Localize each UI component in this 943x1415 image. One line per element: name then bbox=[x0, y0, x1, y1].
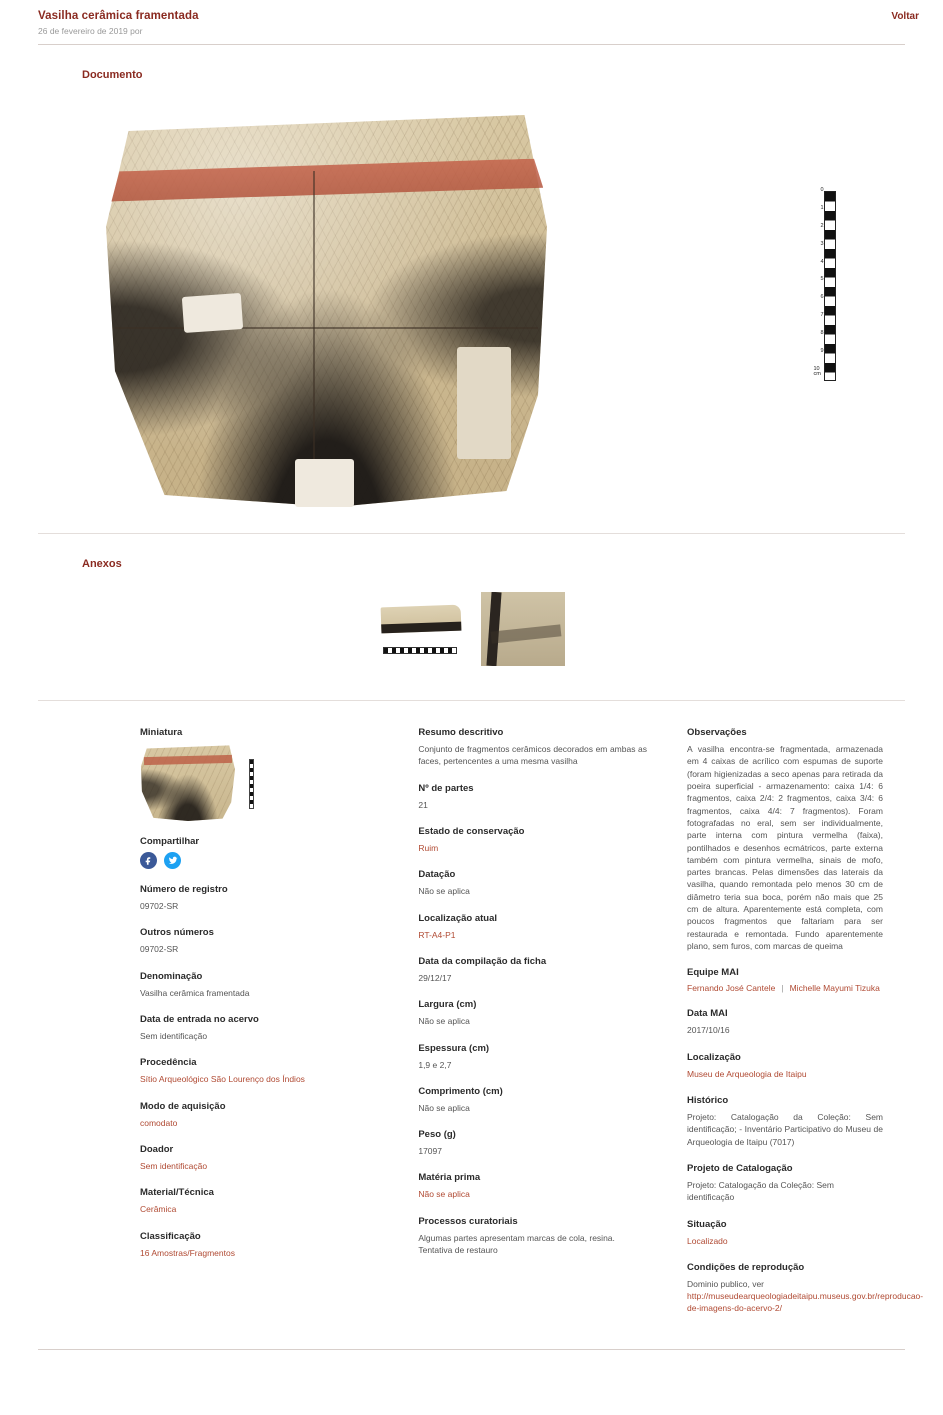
condicoes-reproducao-link[interactable]: http://museudearqueologiadeitaipu.museus.gov.br/reproducao-de-imagens-do-acervo-2/ bbox=[687, 1291, 924, 1314]
label-situacao: Situação bbox=[687, 1218, 727, 1230]
attachment-thumbnail-1[interactable] bbox=[379, 592, 463, 666]
value-classificacao[interactable]: 16 Amostras/Fragmentos bbox=[140, 1247, 235, 1258]
label-projeto-de-catalogacao: Projeto de Catalogação bbox=[687, 1162, 793, 1174]
value-procedencia[interactable]: Sítio Arqueológico São Lourenço dos Índios bbox=[140, 1074, 305, 1085]
vessel-patch-3 bbox=[457, 347, 511, 459]
label-classificacao: Classificação bbox=[140, 1230, 201, 1242]
documento-divider bbox=[38, 533, 905, 534]
vessel-patch-1 bbox=[181, 293, 242, 333]
label-compartilhar: Compartilhar bbox=[140, 836, 200, 847]
team-member[interactable]: Fernando José Cantele bbox=[687, 983, 776, 994]
value-historico: Projeto: Catalogação da Coleção: Sem identificação; - Inventário Participativo do Museu de Arqueologia de Itaipu (7017) bbox=[687, 1111, 883, 1147]
value-data-de-entrada-no-acervo: Sem identificação bbox=[140, 1030, 208, 1041]
value-outros-numeros: 09702-SR bbox=[140, 944, 179, 955]
label-modo-de-aquisicao: Modo de aquisição bbox=[140, 1100, 226, 1112]
label-outros-numeros: Outros números bbox=[140, 927, 214, 939]
value-doador[interactable]: Sem identificação bbox=[140, 1160, 208, 1171]
document-image[interactable] bbox=[92, 105, 852, 525]
share-buttons bbox=[140, 852, 378, 869]
metadata-column-left bbox=[140, 727, 378, 1315]
vessel-patch-2 bbox=[295, 459, 354, 507]
page-title: Vasilha cerâmica framentada bbox=[38, 10, 199, 22]
metadata-column-right bbox=[687, 727, 924, 1315]
value-largura: Não se aplica bbox=[418, 1016, 470, 1027]
team-separator: | bbox=[781, 983, 784, 994]
section-title-documento: Documento bbox=[82, 69, 143, 81]
label-processos-curatoriais: Processos curatoriais bbox=[418, 1215, 518, 1227]
label-denominacao: Denominação bbox=[140, 970, 203, 982]
label-data-de-entrada-no-acervo: Data de entrada no acervo bbox=[140, 1013, 259, 1025]
value-espessura: 1,9 e 2,7 bbox=[418, 1059, 452, 1070]
label-espessura: Espessura (cm) bbox=[418, 1042, 490, 1054]
value-comprimento: Não se aplica bbox=[418, 1102, 470, 1113]
footer-divider bbox=[38, 1349, 905, 1350]
scale-tick: 2 bbox=[820, 222, 824, 229]
value-projeto-de-catalogacao: Projeto: Catalogação da Coleção: Sem identificação bbox=[687, 1179, 834, 1203]
label-localizacao: Localização bbox=[687, 1051, 741, 1063]
label-materia-prima: Matéria prima bbox=[418, 1172, 481, 1184]
label-equipe-mai: Equipe MAI bbox=[687, 967, 739, 979]
value-datacao: Não se aplica bbox=[418, 886, 470, 897]
value-data-da-compilacao-da-ficha: 29/12/17 bbox=[418, 972, 452, 983]
scale-tick: 3 bbox=[820, 240, 824, 247]
label-historico: Histórico bbox=[687, 1094, 729, 1106]
label-numero-de-registro: Número de registro bbox=[140, 884, 228, 895]
value-resumo-descritivo: Conjunto de fragmentos cerâmicos decorados em ambas as faces, pertencentes a uma mesma vasilha bbox=[418, 744, 647, 767]
scale-tick: 4 bbox=[820, 258, 824, 265]
scale-tick: 10 cm bbox=[813, 365, 821, 378]
label-observacoes: Observações bbox=[687, 727, 747, 738]
facebook-icon[interactable] bbox=[140, 852, 157, 869]
metadata-columns bbox=[0, 701, 943, 1315]
value-situacao[interactable]: Localizado bbox=[687, 1235, 728, 1246]
value-condicoes-prefix: Dominio publico, ver bbox=[687, 1278, 765, 1289]
value-material-tecnica[interactable]: Cerâmica bbox=[140, 1204, 177, 1215]
vessel-crack-vertical bbox=[313, 171, 315, 507]
value-denominacao: Vasilha cerâmica framentada bbox=[140, 987, 250, 998]
scale-tick: 5 bbox=[820, 276, 824, 283]
label-datacao: Datação bbox=[418, 869, 456, 881]
miniature-dark-edges bbox=[140, 743, 236, 821]
scale-tick: 0 bbox=[820, 187, 824, 193]
attachment-1-sherd bbox=[380, 605, 461, 634]
label-no-de-partes: Nº de partes bbox=[418, 782, 474, 794]
label-data-mai: Data MAI bbox=[687, 1008, 728, 1020]
label-material-tecnica: Material/Técnica bbox=[140, 1187, 214, 1199]
label-localizacao-atual: Localização atual bbox=[418, 912, 498, 924]
value-modo-de-aquisicao[interactable]: comodato bbox=[140, 1117, 178, 1128]
miniature-scale-bar bbox=[249, 759, 254, 809]
miniature-thumbnail[interactable] bbox=[140, 743, 236, 821]
value-localizacao-atual[interactable]: RT-A4-P1 bbox=[418, 929, 456, 940]
team-member[interactable]: Michelle Mayumi Tizuka bbox=[789, 983, 880, 994]
scale-tick: 6 bbox=[820, 294, 824, 301]
value-peso: 17097 bbox=[418, 1146, 442, 1157]
label-resumo-descritivo: Resumo descritivo bbox=[418, 727, 504, 738]
label-largura: Largura (cm) bbox=[418, 999, 477, 1011]
value-data-mai: 2017/10/16 bbox=[687, 1025, 730, 1036]
value-materia-prima[interactable]: Não se aplica bbox=[418, 1189, 470, 1200]
scale-bar-stripes bbox=[824, 191, 836, 381]
scale-tick: 1 bbox=[820, 204, 824, 211]
publication-date: 26 de fevereiro de 2019 por bbox=[38, 26, 143, 36]
ceramic-vessel-photo bbox=[102, 107, 552, 507]
attachment-thumbnail-2[interactable] bbox=[481, 592, 565, 666]
attachments-list bbox=[0, 592, 943, 692]
value-localizacao[interactable]: Museu de Arqueologia de Itaipu bbox=[687, 1068, 807, 1079]
label-procedencia: Procedência bbox=[140, 1057, 197, 1069]
value-no-de-partes: 21 bbox=[418, 799, 428, 810]
scale-bar-ticks bbox=[814, 188, 824, 378]
photo-scale-bar bbox=[813, 187, 836, 381]
scale-tick: 8 bbox=[820, 330, 824, 337]
metadata-column-middle bbox=[418, 727, 647, 1315]
value-estado-de-conservacao[interactable]: Ruim bbox=[418, 842, 439, 853]
attachment-1-scale-bar bbox=[383, 647, 457, 654]
label-estado-de-conservacao: Estado de conservação bbox=[418, 825, 525, 837]
value-processos-curatoriais: Algumas partes apresentam marcas de cola, resina. Tentativa de restauro bbox=[418, 1232, 615, 1256]
label-condicoes-de-reproducao: Condições de reprodução bbox=[687, 1261, 805, 1273]
section-title-anexos: Anexos bbox=[82, 558, 122, 570]
vessel-crack-horizontal bbox=[115, 327, 538, 329]
back-link[interactable]: Voltar bbox=[891, 11, 919, 22]
label-comprimento: Comprimento (cm) bbox=[418, 1085, 503, 1097]
label-miniatura: Miniatura bbox=[140, 727, 183, 738]
value-numero-de-registro: 09702-SR bbox=[140, 901, 179, 911]
value-observacoes: A vasilha encontra-se fragmentada, armazenada em 4 caixas de acrílico com espumas de suporte (foram higienizadas a seco apenas para retirada da poeira superficial - armazenamento: caixa 1/4: 6 fragmentos, caixa 2/4: 2 fragmentos, caixa 3/4: 6 fragmentos, caixa 4/4: 7 fragmentos). Foram fotografadas no eral, sem ser individualmente, parte interna com pintura vermelha (faixa), pontilhados e desenhos ecmátricos, parte externa também com pintura vermelha, sinais de mofo, partes brancas. Pelas dimensões das laterais da vasilha, quando remontada pelo menos 30 cm de diâmetro teria sua boca, porém não mais que 25 cm de altura. Aparentemente está completa, com poucos fragmentos que faltariam para ser restaurada e remontada. Fundo aparentemente plano, sem furos, com marcas de queima bbox=[687, 744, 883, 951]
scale-tick: 9 bbox=[820, 348, 824, 355]
twitter-icon[interactable] bbox=[164, 852, 181, 869]
label-peso: Peso (g) bbox=[418, 1129, 456, 1141]
label-doador: Doador bbox=[140, 1143, 174, 1155]
label-data-da-compilacao-da-ficha: Data da compilação da ficha bbox=[418, 955, 547, 967]
header-divider bbox=[38, 44, 905, 45]
value-equipe-mai bbox=[687, 983, 883, 993]
page-header bbox=[0, 0, 943, 22]
scale-tick: 7 bbox=[820, 312, 824, 319]
